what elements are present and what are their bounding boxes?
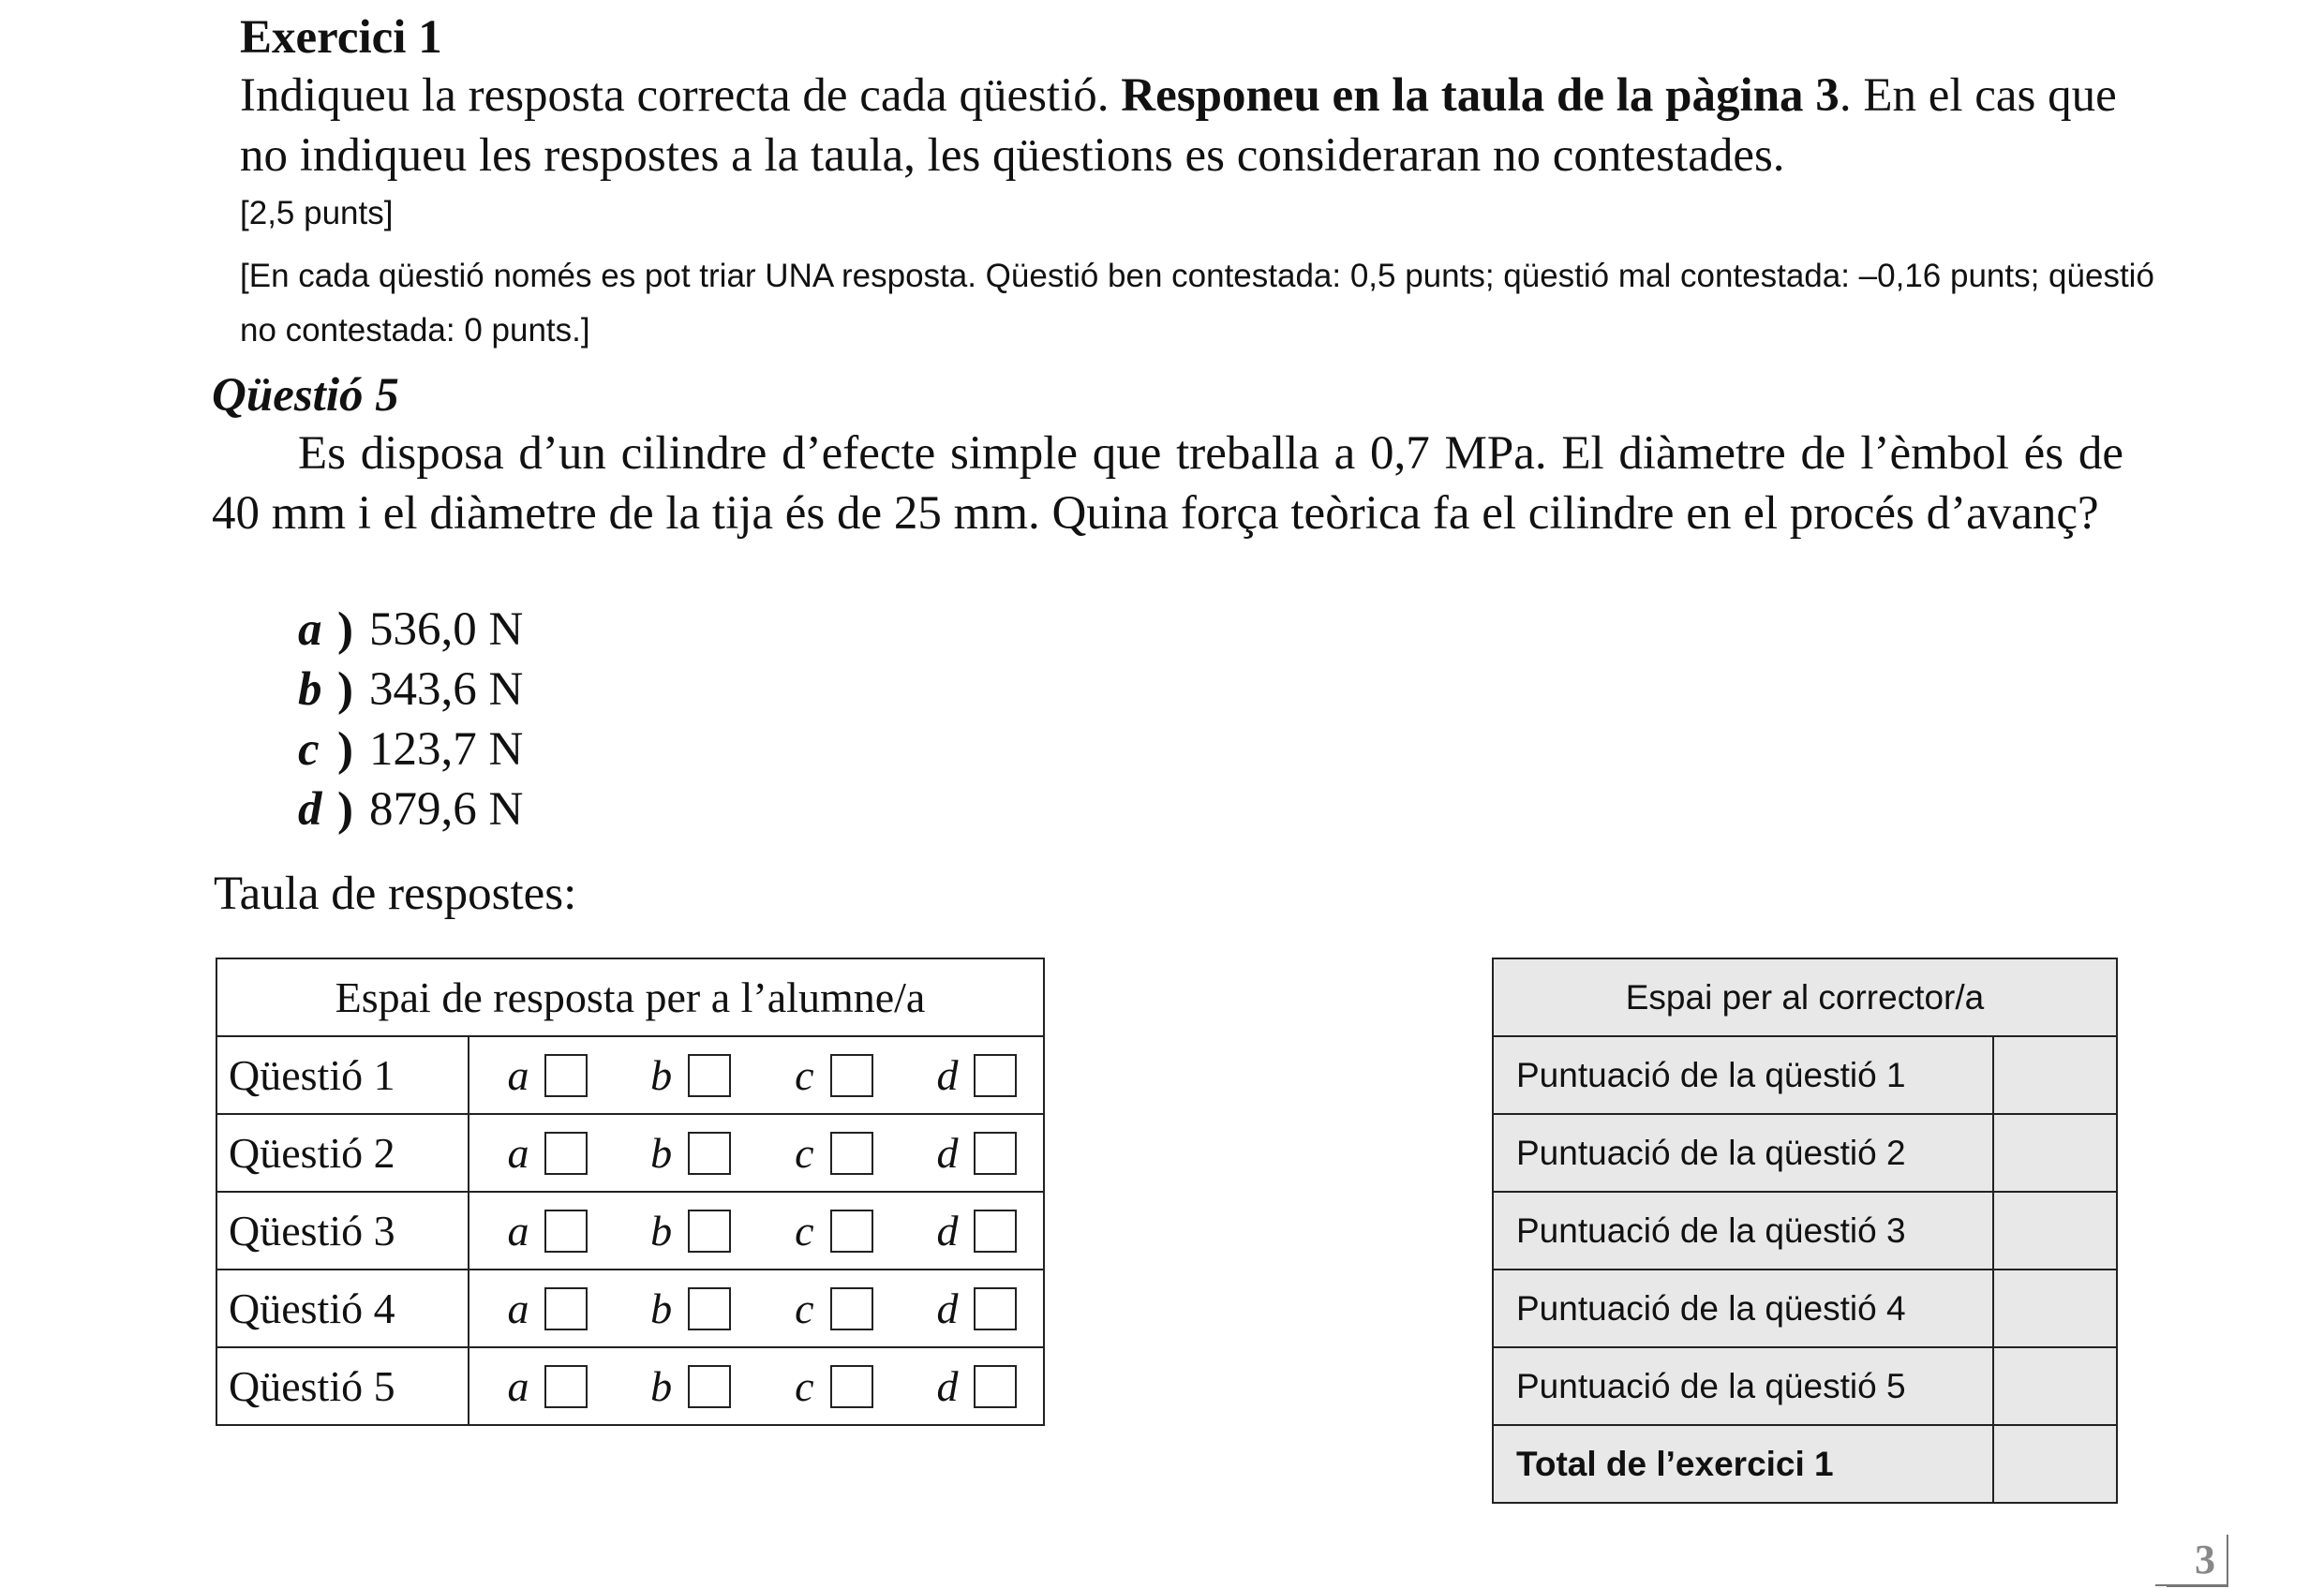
exercise-title: Exercici 1 [240, 11, 442, 64]
table-row [1493, 1192, 2117, 1270]
choice-letter: c [795, 1129, 814, 1177]
answer-checkbox[interactable] [688, 1132, 731, 1175]
instructions-bold: Responeu en la taula de la pàgina 3 [1121, 69, 1840, 122]
answer-checkbox[interactable] [974, 1054, 1017, 1097]
question-label: Qüestió 1 [216, 1036, 469, 1114]
option-letter: c [298, 723, 320, 776]
table-row [1493, 1347, 2117, 1425]
score-label: Puntuació de la qüestió 1 [1493, 1036, 1993, 1114]
score-cell[interactable] [1993, 1114, 2117, 1192]
option-b: b ) 343,6 N [298, 660, 523, 720]
answer-checkbox[interactable] [830, 1210, 873, 1253]
answer-checkbox[interactable] [974, 1210, 1017, 1253]
choice-letter: c [795, 1207, 814, 1255]
table-row [216, 1192, 1044, 1270]
answer-checkbox[interactable] [544, 1210, 588, 1253]
option-value: 123,7 N [369, 723, 524, 776]
choice-letter: a [507, 1051, 529, 1099]
points-note: [2,5 punts] [240, 195, 394, 231]
choice-letter: d [936, 1207, 959, 1255]
choice-letter: a [507, 1285, 529, 1332]
score-cell[interactable] [1993, 1270, 2117, 1347]
exercise-instructions [240, 66, 2161, 186]
choice-letter: c [795, 1051, 814, 1099]
score-label: Puntuació de la qüestió 3 [1493, 1192, 1993, 1270]
score-label: Puntuació de la qüestió 4 [1493, 1270, 1993, 1347]
option-value: 536,0 N [369, 603, 524, 656]
choice-letter: d [936, 1285, 959, 1332]
score-label: Puntuació de la qüestió 5 [1493, 1347, 1993, 1425]
answer-checkbox[interactable] [688, 1210, 731, 1253]
option-letter: d [298, 783, 322, 836]
score-cell[interactable] [1993, 1036, 2117, 1114]
choice-letter: c [795, 1362, 814, 1410]
table-row [1493, 1114, 2117, 1192]
answer-checkbox[interactable] [974, 1132, 1017, 1175]
option-c: c ) 123,7 N [298, 720, 523, 780]
answer-checkbox[interactable] [974, 1365, 1017, 1408]
option-d: d ) 879,6 N [298, 780, 523, 839]
option-letter: b [298, 663, 322, 716]
choice-letter: d [936, 1051, 959, 1099]
option-value: 343,6 N [369, 663, 524, 716]
score-cell[interactable] [1993, 1192, 2117, 1270]
answer-checkbox[interactable] [830, 1365, 873, 1408]
table-row [216, 1347, 1044, 1425]
answer-checkbox[interactable] [544, 1132, 588, 1175]
student-answer-table [216, 958, 1045, 1426]
choice-letter: b [650, 1285, 673, 1332]
page-number-box [2167, 1535, 2228, 1587]
answer-checkbox[interactable] [688, 1287, 731, 1330]
instructions-text: Indiqueu la resposta correcta de cada qüestió. [240, 69, 1122, 122]
option-a: a ) 536,0 N [298, 600, 523, 660]
answer-checkbox[interactable] [544, 1365, 588, 1408]
choice-letter: a [507, 1129, 529, 1177]
choice-letter: d [936, 1129, 959, 1177]
answer-options [298, 600, 523, 839]
choice-letter: d [936, 1362, 959, 1410]
answer-checkbox[interactable] [544, 1287, 588, 1330]
choice-letter: c [795, 1285, 814, 1332]
score-cell[interactable] [1993, 1347, 2117, 1425]
answer-checkbox[interactable] [830, 1287, 873, 1330]
option-value: 879,6 N [369, 783, 524, 836]
answer-checkbox[interactable] [688, 1365, 731, 1408]
answer-checkbox[interactable] [830, 1132, 873, 1175]
corrector-table-header: Espai per al corrector/a [1493, 958, 2117, 1036]
table-row [216, 1036, 1044, 1114]
scoring-rules: [En cada qüestió només es pot triar UNA resposta. Qüestió ben contestada: 0,5 punts; qüestió mal contestada: –0,16 punts; qüestió no contestada: 0 punts.] [240, 258, 2154, 349]
table-row [216, 1270, 1044, 1347]
answer-checkbox[interactable] [974, 1287, 1017, 1330]
choice-letter: b [650, 1362, 673, 1410]
answer-checkbox[interactable] [544, 1054, 588, 1097]
total-score-cell[interactable] [1993, 1425, 2117, 1503]
table-row [216, 1114, 1044, 1192]
choice-letter: b [650, 1207, 673, 1255]
page-number: 3 [2195, 1537, 2215, 1582]
page-number-rule [2155, 1584, 2227, 1586]
option-letter: a [298, 603, 322, 656]
score-label: Puntuació de la qüestió 2 [1493, 1114, 1993, 1192]
answer-checkbox[interactable] [688, 1054, 731, 1097]
answers-table-label: Taula de respostes: [214, 868, 577, 920]
question-text: Es disposa d’un cilindre d’efecte simple que treballa a 0,7 MPa. El diàmetre de l’èmbol és de 40 mm i el diàmetre de la tija és de 25 mm. Quina força teòrica fa el cilindre en el procés d’avanç? [212, 427, 2123, 540]
total-label: Total de l’exercici 1 [1493, 1425, 1993, 1503]
question-label: Qüestió 2 [216, 1114, 469, 1192]
choice-letter: b [650, 1129, 673, 1177]
question-label: Qüestió 3 [216, 1192, 469, 1270]
corrector-table [1492, 958, 2118, 1504]
choice-letter: a [507, 1362, 529, 1410]
instructions-text-end: . En el cas que no indiqueu les respostes a la taula, les qüestions es consideraran no contestades. [240, 69, 2117, 182]
choice-letter: b [650, 1051, 673, 1099]
table-row [1493, 1270, 2117, 1347]
table-row [1493, 1425, 2117, 1503]
table-row [1493, 1036, 2117, 1114]
student-table-header: Espai de resposta per a l’alumne/a [216, 958, 1044, 1036]
question-label: Qüestió 4 [216, 1270, 469, 1347]
question-label: Qüestió 5 [216, 1347, 469, 1425]
question-title: Qüestió 5 [212, 369, 399, 422]
choice-letter: a [507, 1207, 529, 1255]
answer-checkbox[interactable] [830, 1054, 873, 1097]
